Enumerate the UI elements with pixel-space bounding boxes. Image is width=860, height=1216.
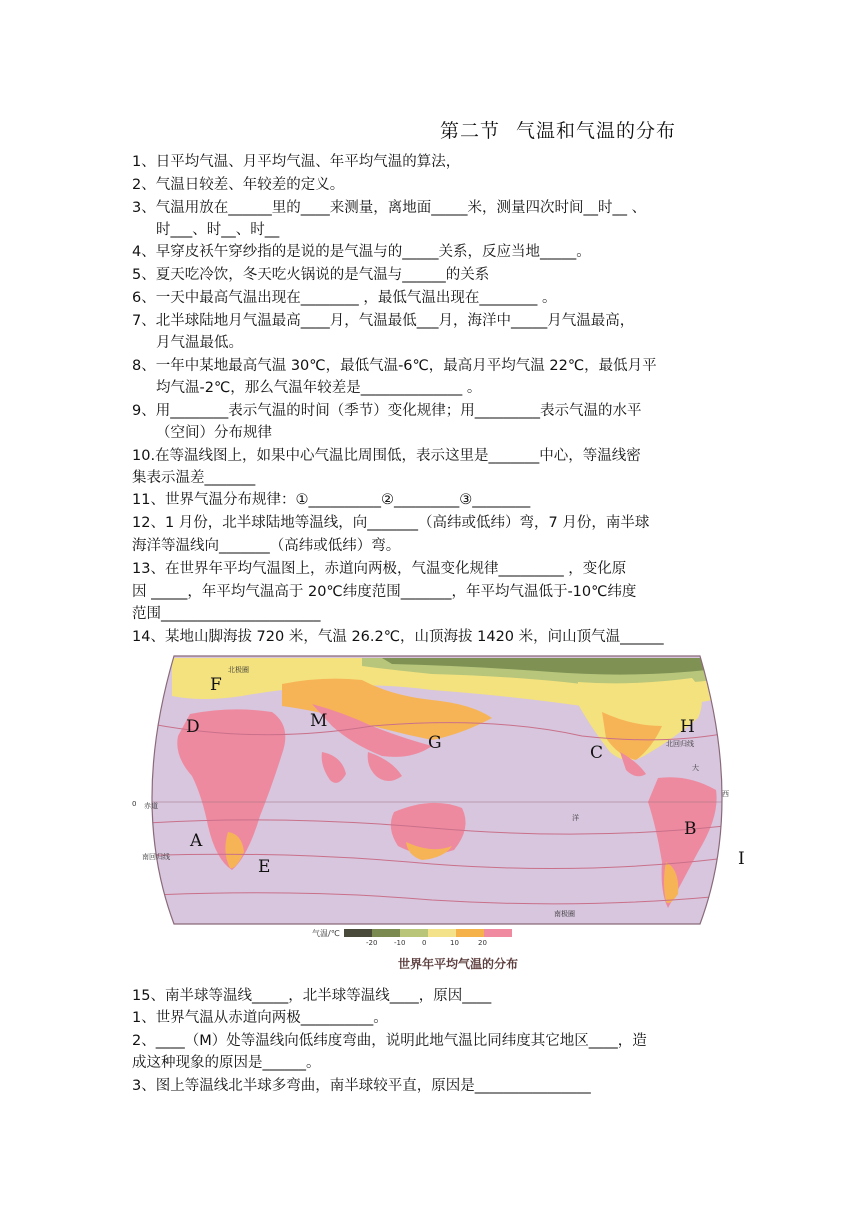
- legend-ticks: [366, 939, 487, 947]
- map-letter-B: B: [684, 819, 697, 839]
- question-line: 集表示温差_______: [132, 470, 256, 486]
- question-line: 13、在世界年平均气温图上，赤道向两极，气温变化规律_________ ，变化原: [132, 561, 627, 577]
- question-line: 2、____（M）处等温线向低纬度弯曲，说明此地气温比同纬度其它地区____，造: [132, 1033, 647, 1049]
- question-line: 14、某地山脚海拔 720 米，气温 26.2℃，山顶海拔 1420 米，问山顶气温______: [132, 629, 664, 645]
- legend-swatch: [400, 929, 428, 937]
- question-line: 11、世界气温分布规律：①__________②_________③________: [132, 492, 531, 508]
- question-line: 5、夏天吃冷饮，冬天吃火锅说的是气温与______的关系: [132, 267, 490, 283]
- question-line: 1、世界气温从赤道向两极__________。: [132, 1010, 388, 1026]
- legend-tick-label: -20: [366, 939, 378, 947]
- zero-label: 0: [132, 800, 137, 808]
- map-letter-M: M: [310, 711, 328, 731]
- legend-swatch: [456, 929, 484, 937]
- ocean-label: 大: [692, 764, 699, 772]
- question-line: 10.在等温线图上，如果中心气温比周围低，表示这里是_______中心，等温线密: [132, 448, 641, 464]
- question-line: 海洋等温线向_______（高纬或低纬）弯。: [132, 538, 401, 554]
- question-line: 8、一年中某地最高气温 30℃，最低气温-6℃，最高月平均气温 22℃，最低月平: [132, 358, 657, 374]
- question-line: 因 _____，年平均气温高于 20℃纬度范围_______，年平均气温低于-10℃纬度: [132, 584, 637, 600]
- legend-tick-label: 0: [422, 939, 427, 947]
- question-line: 1、日平均气温、月平均气温、年平均气温的算法，: [132, 154, 461, 170]
- map-letter-F: F: [210, 675, 222, 695]
- australia: [391, 803, 466, 854]
- legend-swatch: [372, 929, 400, 937]
- legend-tick-label: -10: [394, 939, 406, 947]
- south-pole-circle-label: 南极圈: [554, 910, 575, 918]
- ocean-label: 洋: [572, 814, 579, 822]
- question-line: 成这种现象的原因是______。: [132, 1055, 321, 1071]
- question-line: 4、早穿皮袄午穿纱指的是说的是气温与的_____关系，反应当地_____。: [132, 244, 591, 260]
- ocean-label: 西: [722, 790, 729, 798]
- tropic-of-cancer-label: 北回归线: [666, 740, 694, 748]
- question-line: 12、1 月份，北半球陆地等温线，向_______（高纬或低纬）弯，7 月份，南半球: [132, 515, 650, 531]
- question-line: 6、一天中最高气温出现在________ ，最低气温出现在________ 。: [132, 290, 557, 306]
- map-letter-H: H: [680, 717, 695, 737]
- question-line: 2、气温日较差、年较差的定义。: [132, 177, 345, 193]
- legend-swatch: [344, 929, 372, 937]
- north-pole-circle-label: 北极圈: [228, 666, 249, 674]
- question-line: 9、用________表示气温的时间（季节）变化规律；用_________表示气温的水平: [132, 403, 642, 419]
- map-letter-C: C: [590, 743, 604, 763]
- map-letter-I: I: [738, 849, 745, 869]
- question-line: 3、图上等温线北半球多弯曲，南半球较平直，原因是________________: [132, 1078, 591, 1094]
- question-line: 7、北半球陆地月气温最高____月，气温最低___月，海洋中_____月气温最高，: [132, 313, 635, 329]
- question-line: 15、南半球等温线_____，北半球等温线____，原因____: [132, 988, 492, 1004]
- map-letter-D: D: [186, 717, 200, 737]
- question-line: 范围______________________: [132, 606, 321, 622]
- map-caption: 世界年平均气温的分布: [398, 957, 519, 971]
- legend-title: 气温/℃: [312, 929, 340, 938]
- question-line: （空间）分布规律: [156, 425, 272, 441]
- map-letter-E: E: [258, 857, 271, 877]
- question-line: 3、气温用放在______里的____来测量，离地面_____米，测量四次时间__时__ 、: [132, 200, 647, 216]
- page-title: 第二节 气温和气温的分布: [440, 120, 677, 142]
- legend-swatch: [428, 929, 456, 937]
- map-letter-G: G: [428, 733, 442, 753]
- legend-swatch: [484, 929, 512, 937]
- legend-tick-label: 20: [478, 939, 487, 947]
- tropic-of-capricorn-label: 南回归线: [142, 853, 170, 861]
- world-temperature-map: [132, 656, 745, 976]
- question-line: 时___、时__、时__: [156, 222, 280, 238]
- legend-bar: [344, 929, 512, 937]
- equator-label: 赤道: [144, 802, 158, 810]
- map-letter-A: A: [190, 831, 203, 851]
- question-line: 均气温-2℃，那么气温年较差是______________ 。: [156, 380, 482, 396]
- question-line: 月气温最低。: [156, 335, 243, 351]
- legend-tick-label: 10: [450, 939, 459, 947]
